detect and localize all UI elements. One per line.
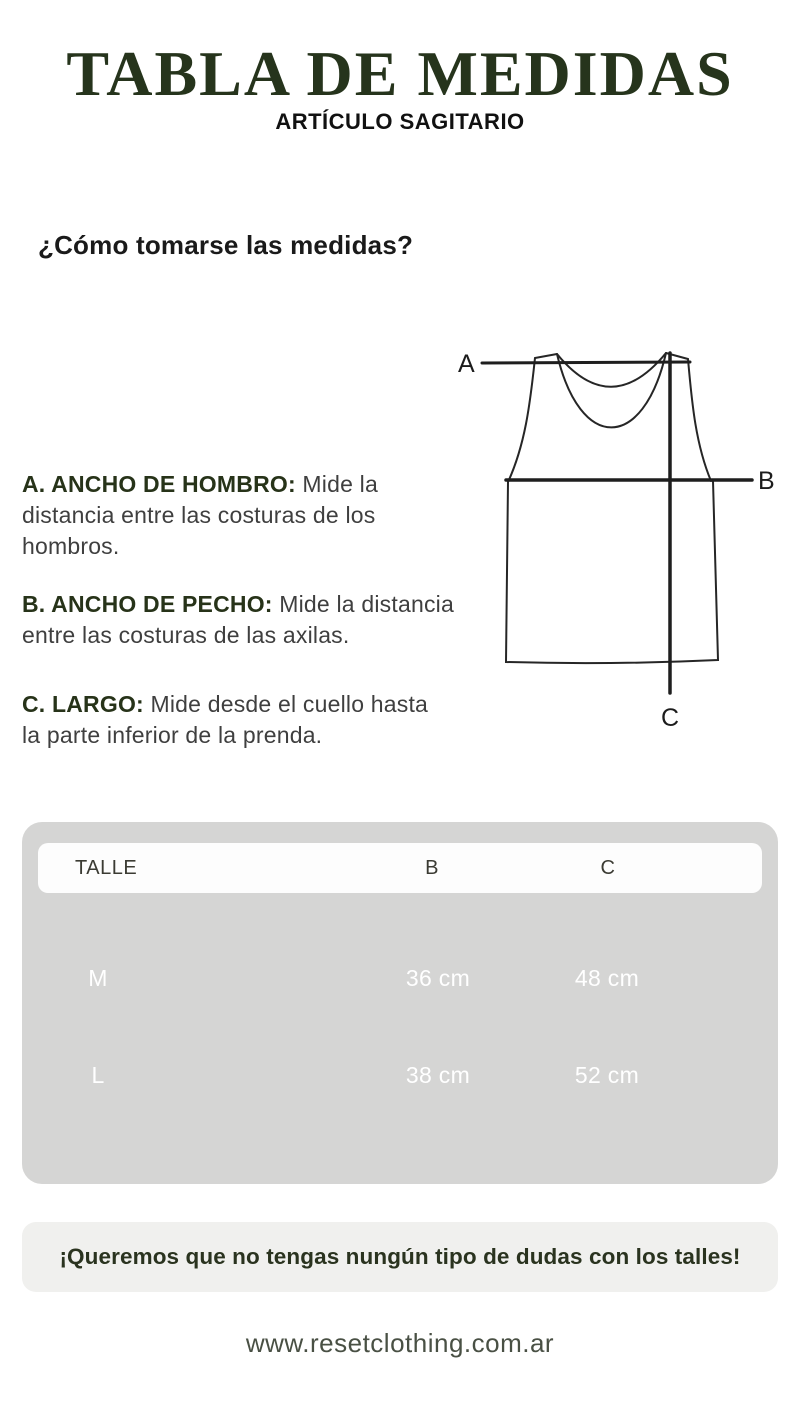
page-subtitle: ARTÍCULO SAGITARIO bbox=[275, 109, 525, 134]
size-table bbox=[22, 822, 778, 1184]
cell-size-l: L bbox=[91, 1062, 105, 1088]
measure-label-shoulder: A. ANCHO DE HOMBRO: bbox=[22, 471, 296, 497]
measurement-lines bbox=[482, 353, 752, 693]
garment-outline bbox=[506, 353, 718, 663]
measure-item-chest bbox=[22, 589, 490, 651]
measure-label-chest: B. ANCHO DE PECHO: bbox=[22, 591, 273, 617]
header-cell-b: B bbox=[425, 857, 439, 879]
measure-item-shoulder bbox=[22, 469, 424, 562]
website-url: www.resetclothing.com.ar bbox=[245, 1328, 555, 1358]
measure-text-shoulder: Mide la distancia entre las costuras de los hombros. bbox=[22, 471, 378, 559]
reassurance-banner: ¡Queremos que no tengas nungún tipo de dudas con los talles! bbox=[22, 1222, 778, 1292]
cell-b-l: 38 cm bbox=[405, 1062, 471, 1088]
measure-text-length: Mide desde el cuello hasta la parte inferior de la prenda. bbox=[22, 691, 429, 748]
measure-text-chest: Mide la distancia entre las costuras de las axilas. bbox=[22, 591, 454, 648]
table-row-l bbox=[22, 1059, 778, 1091]
how-to-heading: ¿Cómo tomarse las medidas? bbox=[38, 230, 414, 260]
measure-label-length: C. LARGO: bbox=[22, 691, 144, 717]
cell-size-m: M bbox=[88, 965, 108, 991]
header-cell-talle: TALLE bbox=[75, 857, 138, 879]
header-cell-c: C bbox=[600, 857, 616, 879]
diagram-label-c: C bbox=[660, 704, 680, 732]
diagram-label-b: B bbox=[758, 467, 775, 495]
cell-c-m: 48 cm bbox=[574, 965, 640, 991]
tank-top-illustration bbox=[440, 330, 800, 742]
measure-item-length bbox=[22, 689, 440, 751]
diagram-label-a: A bbox=[458, 350, 475, 378]
cell-b-m: 36 cm bbox=[405, 965, 471, 991]
page-title: TABLA DE MEDIDAS bbox=[66, 38, 734, 109]
tank-top-diagram bbox=[440, 330, 800, 742]
line-a-shoulder bbox=[482, 362, 690, 363]
cell-c-l: 52 cm bbox=[574, 1062, 640, 1088]
table-row-m bbox=[22, 962, 778, 994]
size-table-header bbox=[38, 843, 762, 893]
